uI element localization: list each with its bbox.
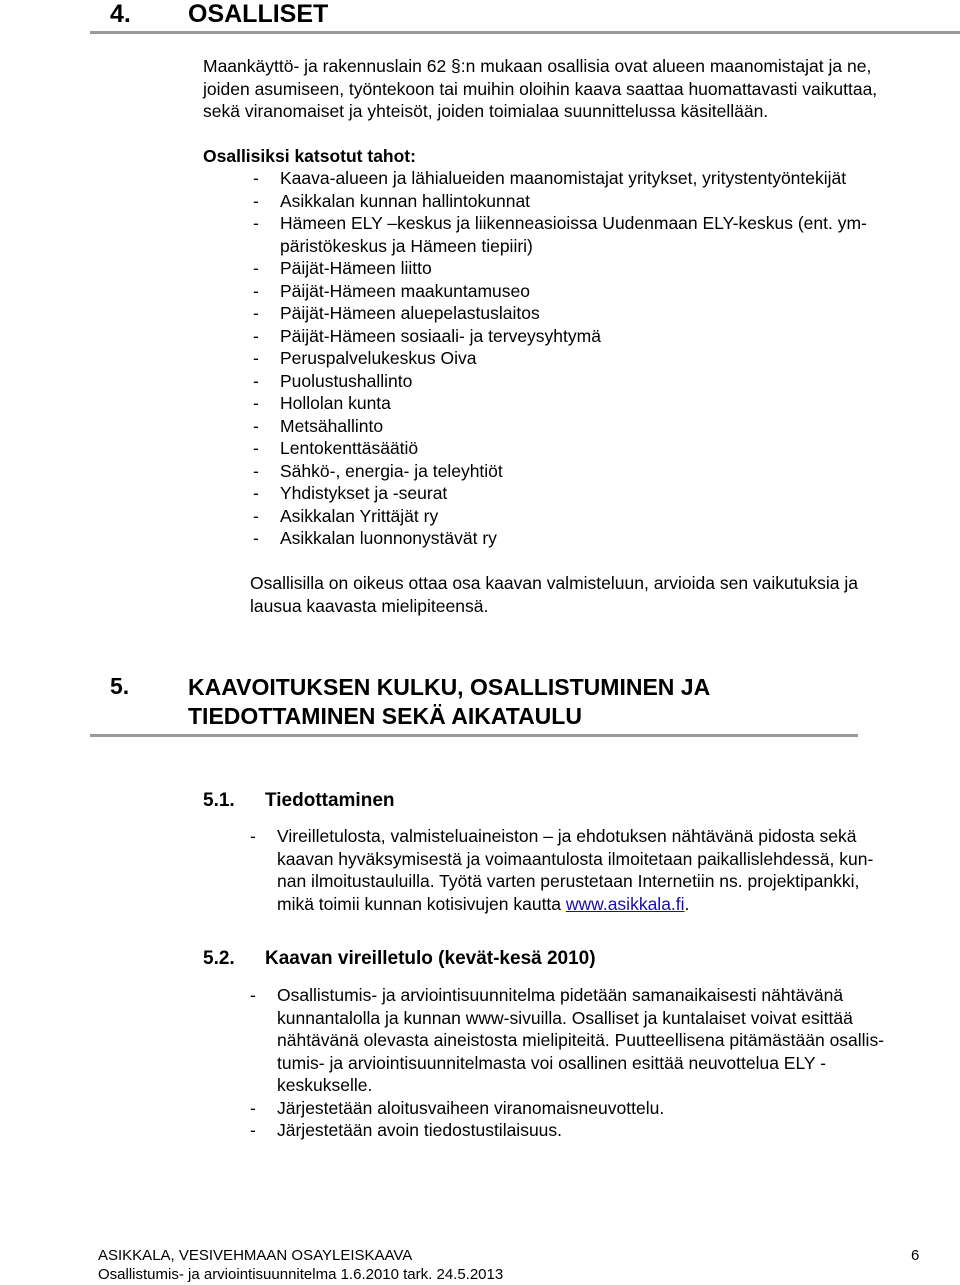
list-item: - Asikkalan Yrittäjät ry xyxy=(253,505,439,526)
closing-line: lausua kaavasta mielipiteensä. xyxy=(250,595,489,616)
list-item: - Päijät-Hämeen aluepelastuslaitos xyxy=(253,303,540,323)
section-4-rule xyxy=(90,31,960,34)
body-line: keskukselle. xyxy=(277,1075,373,1095)
subsection-5-1-number: 5.1. xyxy=(203,790,235,811)
body-line: kaavan hyväksymisestä ja voimaantulosta ilmoitetaan paikallislehdessä, kun- xyxy=(277,848,874,869)
body-line: mikä toimii kunnan kotisivujen kautta www.asikkala.fi. xyxy=(277,893,690,914)
closing-line: Osallisilla on oikeus ottaa osa kaavan valmisteluun, arvioida sen vaikutuksia ja xyxy=(250,573,858,593)
subsection-5-2-title: Kaavan vireilletulo (kevät-kesä 2010) xyxy=(265,948,596,969)
list-item: - Kaava-alueen ja lähialueiden maanomistajat yritykset, yritystentyöntekijät xyxy=(253,168,847,188)
intro-line: joiden asumiseen, työntekoon tai muihin oloihin kaava saattaa huomattavasti vaikuttaa, xyxy=(203,78,878,99)
footer-doc-version: Osallistumis- ja arviointisuunnitelma 1.6.2010 tark. 24.5.2013 xyxy=(98,1266,504,1283)
list-dash: - xyxy=(250,826,256,846)
section-4-intro xyxy=(203,55,960,123)
list-item-continuation: päristökeskus ja Hämeen tiepiiri) xyxy=(280,235,533,256)
list-item xyxy=(250,1097,957,1120)
subsection-5-2-number: 5.2. xyxy=(203,948,235,969)
subsection-5-1-title: Tiedottaminen xyxy=(265,790,395,811)
list-item: - Metsähallinto xyxy=(253,415,384,436)
list-item: - Asikkalan luonnonystävät ry xyxy=(253,528,497,548)
body-line: Vireilletulosta, valmisteluaineiston – ja ehdotuksen nähtävänä pidosta sekä xyxy=(277,826,857,846)
website-link[interactable]: www.asikkala.fi xyxy=(565,893,685,914)
body-line: kunnantalolla ja kunnan www-sivuilla. Osalliset ja kuntalaiset voivat esittää xyxy=(277,1007,853,1028)
list-dash: - xyxy=(250,1097,256,1118)
section-4-closing xyxy=(250,572,960,617)
section-5-title-line: TIEDOTTAMINEN SEKÄ AIKATAULU xyxy=(188,703,582,729)
list-dash: - xyxy=(250,985,256,1005)
body-line: Järjestetään avoin tiedostustilaisuus. xyxy=(277,1120,563,1140)
list-item xyxy=(250,1119,957,1142)
body-line: tumis- ja arviointisuunnitelmasta voi osallinen esittää neuvottelua ELY - xyxy=(277,1052,826,1073)
list-item: - Yhdistykset ja -seurat xyxy=(253,483,448,503)
section-5-rule xyxy=(90,734,858,737)
section-4-title: OSALLISET xyxy=(188,0,329,28)
section-5-title-line: KAAVOITUKSEN KULKU, OSALLISTUMINEN JA xyxy=(188,674,711,700)
body-line: nähtävänä olevasta aineistosta mielipiteitä. Puutteellisena pitämästään osallis- xyxy=(277,1030,885,1050)
body-line: nan ilmoitustauluilla. Työtä varten perustetaan Internetiin ns. projektipankki, xyxy=(277,871,860,891)
list-item: - Päijät-Hämeen sosiaali- ja terveysyhtymä xyxy=(253,325,601,346)
list-item: - Peruspalvelukeskus Oiva xyxy=(253,348,477,368)
intro-line: Maankäyttö- ja rakennuslain 62 §:n mukaan osallisia ovat alueen maanomistajat ja ne, xyxy=(203,56,872,76)
list-item: - Sähkö-, energia- ja teleyhtiöt xyxy=(253,460,503,481)
intro-line: sekä viranomaiset ja yhteisöt, joiden toimialaa suunnittelussa käsitellään. xyxy=(203,101,769,121)
subsection-5-2-body xyxy=(250,984,957,1142)
footer-page-number: 6 xyxy=(911,1247,920,1264)
footer-doc-title: ASIKKALA, VESIVEHMAAN OSAYLEISKAAVA xyxy=(98,1247,413,1264)
list-item: - Lentokenttäsäätiö xyxy=(253,438,419,458)
list-item: - Päijät-Hämeen maakuntamuseo xyxy=(253,280,530,301)
stakeholders-list xyxy=(253,167,960,550)
list-item: - Hämeen ELY –keskus ja liikenneasioissa Uudenmaan ELY-keskus (ent. ym- xyxy=(253,213,867,233)
subsection-5-1-body xyxy=(250,825,957,915)
body-line: Järjestetään aloitusvaiheen viranomaisneuvottelu. xyxy=(277,1097,665,1118)
section-5-number: 5. xyxy=(110,673,130,699)
section-4-number: 4. xyxy=(110,0,131,28)
list-item: - Hollolan kunta xyxy=(253,393,391,413)
body-line: Osallistumis- ja arviointisuunnitelma pidetään samanaikaisesti nähtävänä xyxy=(277,985,844,1005)
list-dash: - xyxy=(250,1120,256,1140)
section-5-title xyxy=(188,673,710,731)
list-item: - Puolustushallinto xyxy=(253,370,413,391)
list-item: - Asikkalan kunnan hallintokunnat xyxy=(253,190,531,211)
list-item: - Päijät-Hämeen liitto xyxy=(253,258,432,278)
stakeholders-heading: Osallisiksi katsotut tahot: xyxy=(203,146,416,166)
